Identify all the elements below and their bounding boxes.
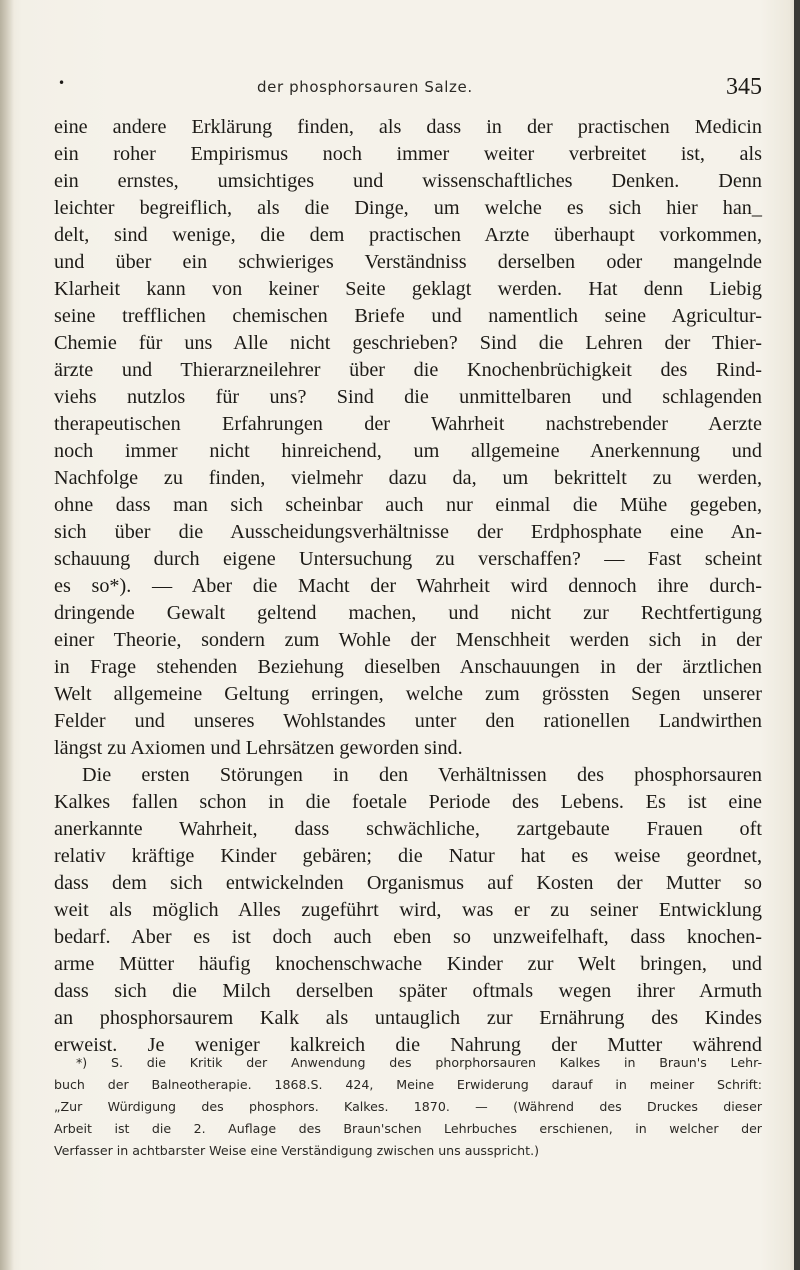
text-line: anerkannte Wahrheit, dass schwächliche, zartgebaute Frauen oft <box>54 818 762 840</box>
text-line: dringende Gewalt geltend machen, und nicht zur Rechtfertigung <box>54 602 762 624</box>
text-line: relativ kräftige Kinder gebären; die Natur hat es weise geordnet, <box>54 845 762 867</box>
text-line: weit als möglich Alles zugeführt wird, was er zu seiner Entwicklung <box>54 899 762 921</box>
text-line: längst zu Axiomen und Lehrsätzen geworden sind. <box>54 737 463 759</box>
text-line: arme Mütter häufig knochenschwache Kinder zur Welt bringen, und <box>54 953 762 975</box>
text-line: noch immer nicht hinreichend, um allgemeine Anerkennung und <box>54 440 762 462</box>
text-line: schauung durch eigene Untersuchung zu verschaffen? — Fast scheint <box>54 548 762 570</box>
text-line: Felder und unseres Wohlstandes unter den rationellen Landwirthen <box>54 710 762 732</box>
text-line: seine trefflichen chemischen Briefe und namentlich seine Agricultur- <box>54 305 762 327</box>
text-line: es so*). — Aber die Macht der Wahrheit wird dennoch ihre durch- <box>54 575 762 597</box>
text-line: Klarheit kann von keiner Seite geklagt werden. Hat denn Liebig <box>54 278 762 300</box>
text-line: ärzte und Thierarzneilehrer über die Knochenbrüchigkeit des Rind- <box>54 359 762 381</box>
running-title: der phosphorsauren Salze. <box>257 78 473 96</box>
text-line: Nachfolge zu finden, vielmehr dazu da, um bekrittelt zu werden, <box>54 467 762 489</box>
footnote-line: buch der Balneotherapie. 1868.S. 424, Meine Erwiderung darauf in meiner Schrift: <box>54 1077 762 1092</box>
text-line: ein ernstes, umsichtiges und wissenschaftliches Denken. Denn <box>54 170 762 192</box>
page-edge <box>794 0 800 1270</box>
header-mark: • <box>58 76 66 90</box>
text-line: Welt allgemeine Geltung erringen, welche zum grössten Segen unserer <box>54 683 762 705</box>
text-line: Kalkes fallen schon in die foetale Periode des Lebens. Es ist eine <box>54 791 762 813</box>
text-line: bedarf. Aber es ist doch auch eben so unzweifelhaft, dass knochen- <box>54 926 762 948</box>
text-line: delt, sind wenige, die dem practischen Arzte überhaupt vorkommen, <box>54 224 762 246</box>
page-number: 345 <box>726 74 762 100</box>
text-line: ohne dass man sich scheinbar auch nur einmal die Mühe gegeben, <box>54 494 762 516</box>
text-line: eine andere Erklärung finden, als dass in der practischen Medicin <box>54 116 762 138</box>
text-line: therapeutischen Erfahrungen der Wahrheit nachstrebender Aerzte <box>54 413 762 435</box>
text-line: in Frage stehenden Beziehung dieselben Anschauungen in der ärztlichen <box>54 656 762 678</box>
body-text <box>54 114 762 1059</box>
text-line: sich über die Ausscheidungsverhältnisse der Erdphosphate eine An- <box>54 521 762 543</box>
text-line: erweist. Je weniger kalkreich die Nahrung der Mutter während <box>54 1034 762 1056</box>
footnote-line: „Zur Würdigung des phosphors. Kalkes. 1870. — (Während des Druckes dieser <box>54 1099 762 1114</box>
binding-shadow <box>0 0 14 1270</box>
text-line: und über ein schwieriges Verständniss derselben oder mangelnde <box>54 251 762 273</box>
text-line: leichter begreiflich, als die Dinge, um welche es sich hier han_ <box>54 197 762 219</box>
footnote-line: Arbeit ist die 2. Auflage des Braun'schen Lehrbuches erschienen, in welcher der <box>54 1121 762 1136</box>
footnote-line: *) S. die Kritik der Anwendung des phorphorsauren Kalkes in Braun's Lehr- <box>76 1055 762 1070</box>
paragraph-start-line: Die ersten Störungen in den Verhältnissen des phosphorsauren <box>82 764 762 786</box>
text-line: dass dem sich entwickelnden Organismus auf Kosten der Mutter so <box>54 872 762 894</box>
text-line: Chemie für uns Alle nicht geschrieben? Sind die Lehren der Thier- <box>54 332 762 354</box>
text-line: einer Theorie, sondern zum Wohle der Menschheit werden sich in der <box>54 629 762 651</box>
footnote <box>54 1052 762 1162</box>
text-line: an phosphorsaurem Kalk als untauglich zur Ernährung des Kindes <box>54 1007 762 1029</box>
page-header <box>52 74 762 102</box>
footnote-line: Verfasser in achtbarster Weise eine Verständigung zwischen uns ausspricht.) <box>54 1143 539 1158</box>
text-line: dass sich die Milch derselben später oftmals wegen ihrer Armuth <box>54 980 762 1002</box>
text-line: ein roher Empirismus noch immer weiter verbreitet ist, als <box>54 143 762 165</box>
text-line: viehs nutzlos für uns? Sind die unmittelbaren und schlagenden <box>54 386 762 408</box>
